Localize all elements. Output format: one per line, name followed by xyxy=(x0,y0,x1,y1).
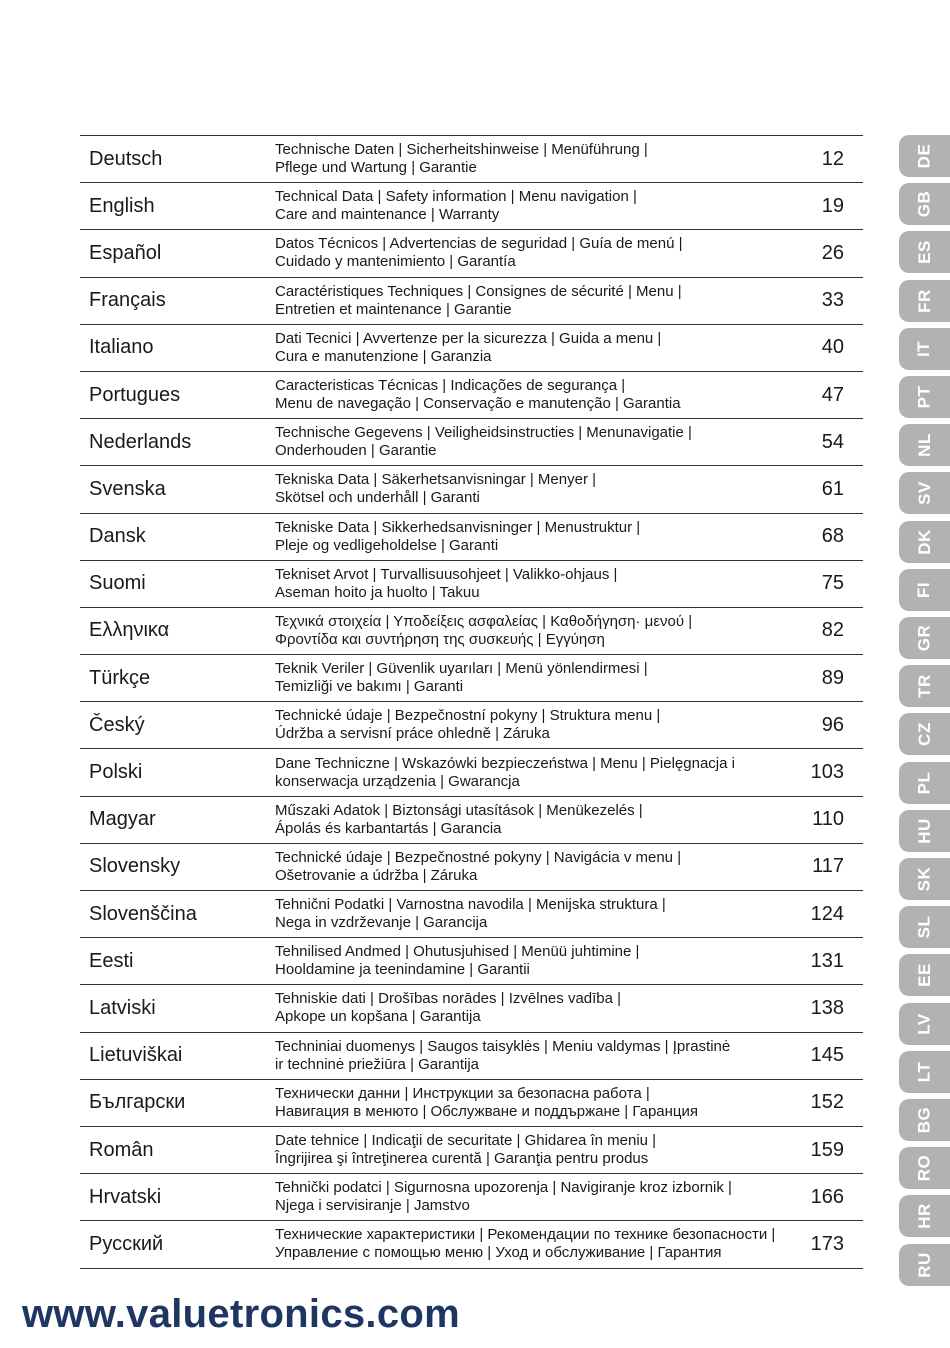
language-name: Svenska xyxy=(89,477,166,500)
section-list-line-1: Τεχνικά στοιχεία | Υποδείξεις ασφαλείας | Καθοδήγηση· μενού | xyxy=(275,612,693,630)
language-tab-label: ES xyxy=(914,240,934,265)
language-name: Ελληνικα xyxy=(89,619,170,642)
language-tab-label: CZ xyxy=(914,722,934,747)
section-list-line-1: Tehniskie dati | Drošības norādes | Izvēlnes vadība | xyxy=(275,990,622,1008)
page-number: 145 xyxy=(810,1044,844,1067)
section-list-line-1: Caractéristiques Techniques | Consignes de sécurité | Menu | xyxy=(275,282,682,300)
page-number: 131 xyxy=(810,949,844,972)
page-number: 61 xyxy=(821,477,844,500)
language-tab[interactable] xyxy=(899,183,950,225)
toc-row xyxy=(80,891,863,938)
section-list-line-1: Tekniska Data | Säkerhetsanvisningar | Menyer | xyxy=(275,471,597,489)
toc-row xyxy=(80,608,863,655)
toc-row xyxy=(80,844,863,891)
language-name: Deutsch xyxy=(89,147,163,170)
page-number: 82 xyxy=(821,619,844,642)
language-name: Slovensky xyxy=(89,855,181,878)
section-list-line-1: Технически данни | Инструкции за безопасна работа | xyxy=(275,1084,650,1102)
page-number: 89 xyxy=(821,666,844,689)
language-tab[interactable] xyxy=(899,1244,950,1286)
section-list-line-1: Technical Data | Safety information | Menu navigation | xyxy=(275,188,637,206)
toc-row xyxy=(80,1033,863,1080)
page-number: 110 xyxy=(812,808,844,831)
section-list-line-2: Nega in vzdrževanje | Garancija xyxy=(275,914,488,932)
section-list xyxy=(275,755,803,791)
section-list xyxy=(275,424,803,460)
language-tab-label: SV xyxy=(914,481,934,506)
toc-row xyxy=(80,985,863,1032)
language-tab-label: DE xyxy=(914,143,934,169)
section-list-line-2: Cura e manutenzione | Garanzia xyxy=(275,347,492,365)
language-tab-label: FI xyxy=(914,581,934,598)
section-list-line-1: Teknik Veriler | Güvenlik uyarıları | Menü yönlendirmesi | xyxy=(275,660,648,678)
toc-row xyxy=(80,797,863,844)
section-list-line-1: Technische Gegevens | Veiligheidsinstructies | Menunavigatie | xyxy=(275,424,692,442)
page-number: 75 xyxy=(821,572,844,595)
section-list-line-2: konserwacja urządzenia | Gwarancja xyxy=(275,772,520,790)
section-list-line-1: Datos Técnicos | Advertencias de seguridad | Guía de menú | xyxy=(275,235,683,253)
language-name: Español xyxy=(89,241,162,264)
section-list-line-2: Care and maintenance | Warranty xyxy=(275,206,500,224)
language-name: Lietuviškai xyxy=(89,1044,183,1067)
language-tab-label: GR xyxy=(914,624,934,652)
section-list-line-1: Date tehnice | Indicaţii de securitate | Ghidarea în meniu | xyxy=(275,1132,657,1150)
language-tab[interactable] xyxy=(899,472,950,514)
language-tab-label: LT xyxy=(914,1061,934,1083)
section-list xyxy=(275,471,803,507)
language-tab[interactable] xyxy=(899,1099,950,1141)
language-name: Hrvatski xyxy=(89,1185,162,1208)
page-number: 26 xyxy=(821,241,844,264)
language-tab[interactable] xyxy=(899,328,950,370)
language-tab[interactable] xyxy=(899,762,950,804)
page-number: 54 xyxy=(821,430,844,453)
section-list xyxy=(275,849,803,885)
section-list-line-2: Управление с помощью меню | Уход и обслуживание | Гарантия xyxy=(275,1244,722,1262)
language-tab-label: RO xyxy=(914,1154,934,1182)
section-list xyxy=(275,566,803,602)
language-tab[interactable] xyxy=(899,231,950,273)
page-number: 124 xyxy=(810,902,844,925)
language-name: Русский xyxy=(89,1232,164,1255)
language-tab-label: EE xyxy=(914,963,934,988)
language-tab-label: IT xyxy=(914,340,934,357)
toc-row xyxy=(80,183,863,230)
toc-row xyxy=(80,561,863,608)
section-list-line-1: Dane Techniczne | Wskazówki bezpieczeństwa | Menu | Pielęgnacja i xyxy=(275,754,735,772)
language-name: Dansk xyxy=(89,525,146,548)
toc-row xyxy=(80,655,863,702)
watermark: www.valuetronics.com xyxy=(22,1292,460,1336)
section-list-line-2: Hooldamine ja teenindamine | Garantii xyxy=(275,961,530,979)
section-list xyxy=(275,1038,803,1074)
language-name: Magyar xyxy=(89,808,156,831)
section-list-line-1: Технические характеристики | Рекомендации по технике безопасности | xyxy=(275,1226,776,1244)
section-list-line-1: Technické údaje | Bezpečnostné pokyny | Navigácia v menu | xyxy=(275,848,682,866)
page-number: 40 xyxy=(821,336,844,359)
language-tab[interactable] xyxy=(899,1147,950,1189)
language-tab[interactable] xyxy=(899,424,950,466)
section-list-line-2: Njega i servisiranje | Jamstvo xyxy=(275,1197,470,1215)
section-list xyxy=(275,613,803,649)
toc-row xyxy=(80,136,863,183)
section-list-line-2: Ápolás és karbantartás | Garancia xyxy=(275,819,502,837)
page-number: 12 xyxy=(821,147,844,170)
section-list xyxy=(275,1179,803,1215)
section-list xyxy=(275,990,803,1026)
language-tab[interactable] xyxy=(899,858,950,900)
page-number: 68 xyxy=(821,525,844,548)
page-number: 138 xyxy=(810,996,844,1019)
section-list-line-2: Onderhouden | Garantie xyxy=(275,442,437,460)
language-tab[interactable] xyxy=(899,376,950,418)
language-tab[interactable] xyxy=(899,135,950,177)
section-list xyxy=(275,377,803,413)
language-tab-label: GB xyxy=(914,190,934,218)
toc-row xyxy=(80,325,863,372)
toc-row xyxy=(80,419,863,466)
section-list xyxy=(275,1085,803,1121)
toc-row xyxy=(80,1221,863,1268)
language-tab[interactable] xyxy=(899,713,950,755)
section-list xyxy=(275,707,803,743)
section-list-line-1: Technische Daten | Sicherheitshinweise | Menüführung | xyxy=(275,141,648,159)
toc-row xyxy=(80,514,863,561)
language-name: Français xyxy=(89,289,166,312)
toc-row xyxy=(80,938,863,985)
section-list-line-1: Techniniai duomenys | Saugos taisyklės | Meniu valdymas | Įprastinė xyxy=(275,1037,731,1055)
language-name: Polski xyxy=(89,761,143,784)
section-list xyxy=(275,188,803,224)
page-number: 173 xyxy=(810,1232,844,1255)
language-name: English xyxy=(89,194,155,217)
section-list xyxy=(275,519,803,555)
language-tab[interactable] xyxy=(899,280,950,322)
section-list xyxy=(275,660,803,696)
language-tab-label: SL xyxy=(914,915,934,939)
section-list-line-2: Temizliği ve bakımı | Garanti xyxy=(275,678,464,696)
section-list xyxy=(275,141,803,177)
section-list-line-2: Apkope un kopšana | Garantija xyxy=(275,1008,481,1026)
language-name: Italiano xyxy=(89,336,154,359)
section-list-line-2: Pleje og vedligeholdelse | Garanti xyxy=(275,536,499,554)
page-number: 33 xyxy=(821,289,844,312)
section-list-line-2: ir techninė priežiūra | Garantija xyxy=(275,1055,479,1073)
page-number: 117 xyxy=(812,855,844,878)
toc-row xyxy=(80,749,863,796)
section-list xyxy=(275,330,803,366)
toc-row xyxy=(80,372,863,419)
section-list-line-2: Навигация в менюто | Обслужване и поддържане | Гаранция xyxy=(275,1102,699,1120)
section-list xyxy=(275,1132,803,1168)
toc-row xyxy=(80,702,863,749)
language-name: Български xyxy=(89,1091,186,1114)
section-list xyxy=(275,896,803,932)
language-tab-label: BG xyxy=(914,1106,934,1134)
page-number: 103 xyxy=(810,761,844,784)
toc-row xyxy=(80,466,863,513)
language-name: Český xyxy=(89,713,145,736)
toc-row xyxy=(80,1174,863,1221)
section-list-line-2: Ošetrovanie a údržba | Záruka xyxy=(275,866,478,884)
language-tab[interactable] xyxy=(899,810,950,852)
section-list xyxy=(275,802,803,838)
section-list-line-1: Tehnilised Andmed | Ohutusjuhised | Menüü juhtimine | xyxy=(275,943,640,961)
section-list-line-2: Menu de navegação | Conservação e manutenção | Garantia xyxy=(275,395,681,413)
section-list-line-2: Cuidado y mantenimiento | Garantía xyxy=(275,253,516,271)
toc-row xyxy=(80,1080,863,1127)
language-tab[interactable] xyxy=(899,954,950,996)
toc-row xyxy=(80,278,863,325)
section-list-line-2: Skötsel och underhåll | Garanti xyxy=(275,489,480,507)
section-list-line-2: Φροντίδα και συντήρηση της συσκευής | Εγγύηση xyxy=(275,630,605,648)
section-list-line-1: Tekniset Arvot | Turvallisuusohjeet | Valikko-ohjaus | xyxy=(275,565,618,583)
language-tab[interactable] xyxy=(899,521,950,563)
page-number: 96 xyxy=(821,713,844,736)
section-list-line-1: Tehnički podatci | Sigurnosna upozorenja | Navigiranje kroz izbornik | xyxy=(275,1179,732,1197)
language-name: Türkçe xyxy=(89,666,151,689)
language-name: Slovenščina xyxy=(89,902,197,925)
language-name: Eesti xyxy=(89,949,134,972)
section-list-line-2: Pflege und Wartung | Garantie xyxy=(275,159,477,177)
page-number: 166 xyxy=(810,1185,844,1208)
language-name: Latviski xyxy=(89,996,156,1019)
language-name: Suomi xyxy=(89,572,146,595)
section-list-line-1: Dati Tecnici | Avvertenze per la sicurezza | Guida a menu | xyxy=(275,329,662,347)
language-tab[interactable] xyxy=(899,617,950,659)
language-tab-label: PT xyxy=(914,385,934,409)
language-tab-label: HU xyxy=(914,818,934,844)
section-list-line-2: Údržba a servisní práce ohledně | Záruka xyxy=(275,725,550,743)
language-tab-label: LV xyxy=(914,1012,934,1035)
language-name: Nederlands xyxy=(89,430,192,453)
language-tab[interactable] xyxy=(899,665,950,707)
language-name: Român xyxy=(89,1138,154,1161)
table-of-contents xyxy=(80,135,863,1269)
page-number: 47 xyxy=(821,383,844,406)
language-tab[interactable] xyxy=(899,1003,950,1045)
page-number: 152 xyxy=(810,1091,844,1114)
section-list-line-1: Caracteristicas Técnicas | Indicações de segurança | xyxy=(275,377,626,395)
page-number: 19 xyxy=(821,194,844,217)
language-tab-label: FR xyxy=(914,288,934,313)
section-list-line-1: Technické údaje | Bezpečnostní pokyny | Struktura menu | xyxy=(275,707,661,725)
language-tab[interactable] xyxy=(899,569,950,611)
language-tab-label: DK xyxy=(914,528,934,555)
language-tab-label: PL xyxy=(914,771,934,794)
section-list xyxy=(275,283,803,319)
language-tab-label: NL xyxy=(914,433,934,458)
section-list xyxy=(275,235,803,271)
language-tab-label: HR xyxy=(914,1203,934,1230)
section-list-line-2: Aseman hoito ja huolto | Takuu xyxy=(275,583,480,601)
toc-row xyxy=(80,1127,863,1174)
language-tab-label: SK xyxy=(914,866,934,892)
toc-row xyxy=(80,230,863,277)
section-list-line-1: Tehnični Podatki | Varnostna navodila | Menijska struktura | xyxy=(275,896,666,914)
language-name: Portugues xyxy=(89,383,181,406)
language-tab[interactable] xyxy=(899,906,950,948)
section-list xyxy=(275,1226,803,1262)
section-list-line-1: Műszaki Adatok | Biztonsági utasítások | Menükezelés | xyxy=(275,801,643,819)
language-tab-label: RU xyxy=(914,1251,934,1278)
section-list xyxy=(275,943,803,979)
language-tab[interactable] xyxy=(899,1051,950,1093)
language-tab[interactable] xyxy=(899,1195,950,1237)
section-list-line-2: Entretien et maintenance | Garantie xyxy=(275,300,512,318)
section-list-line-1: Tekniske Data | Sikkerhedsanvisninger | Menustruktur | xyxy=(275,518,641,536)
page-number: 159 xyxy=(810,1138,844,1161)
language-tab-label: TR xyxy=(914,674,934,699)
section-list-line-2: Îngrijirea şi întreţinerea curentă | Garanţia pentru produs xyxy=(275,1150,649,1168)
